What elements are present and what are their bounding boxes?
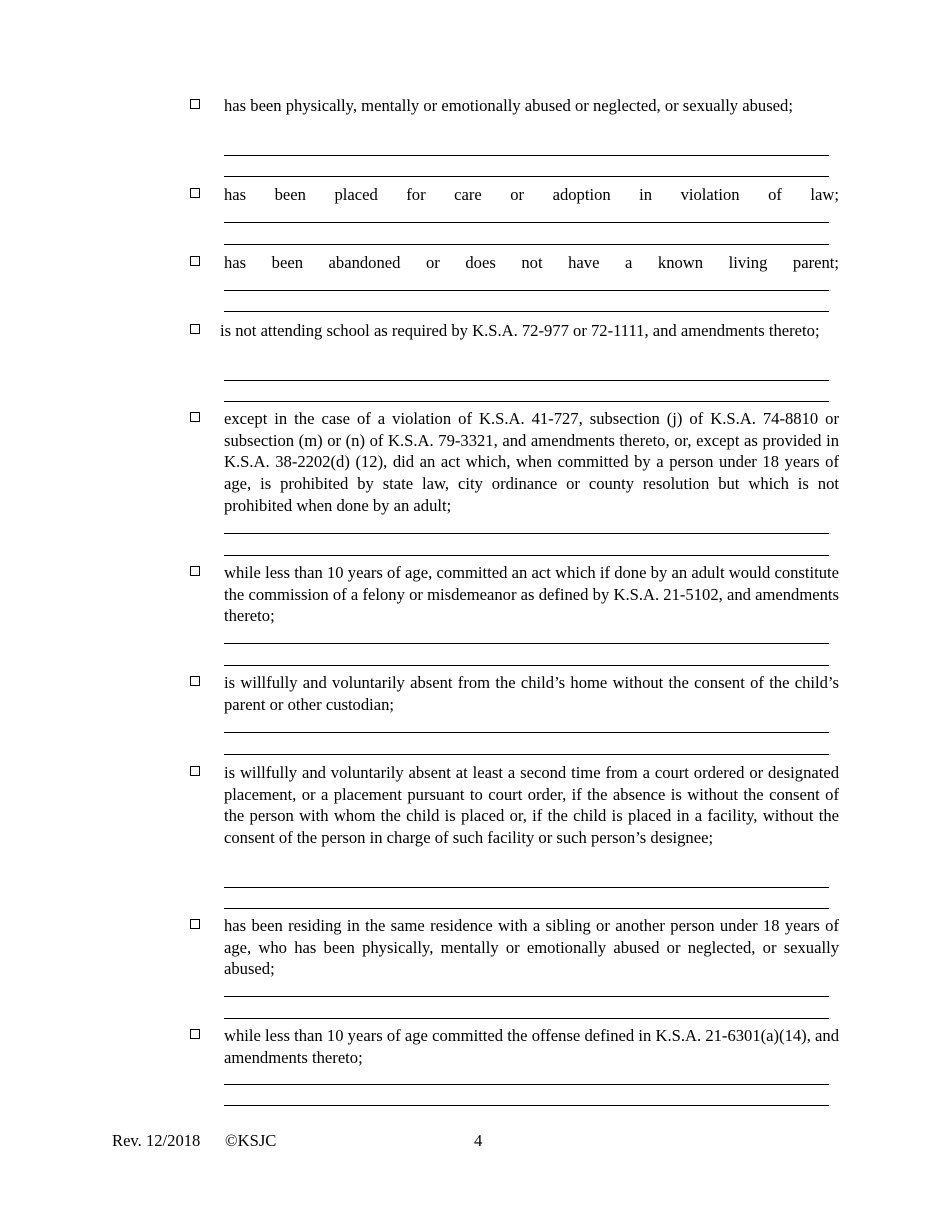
blank-line: [224, 290, 829, 291]
page-number: 4: [474, 1131, 483, 1150]
checkbox[interactable]: [190, 766, 200, 776]
checkbox[interactable]: [190, 919, 200, 929]
blank-line: [224, 533, 829, 534]
blank-line: [224, 1084, 829, 1085]
blank-line: [224, 1018, 829, 1019]
item-text: while less than 10 years of age, committed an act which if done by an adult would constitute the commission of a felony or misdemeanor as defined by K.S.A. 21-5102, and amendments thereto;: [224, 563, 839, 626]
checkbox[interactable]: [190, 188, 200, 198]
blank-line: [224, 222, 829, 223]
blank-line: [224, 754, 829, 755]
blank-line: [224, 887, 829, 888]
blank-line: [224, 155, 829, 156]
checkbox[interactable]: [190, 1029, 200, 1039]
copyright: ©KSJC: [225, 1131, 277, 1150]
item-text: has been physically, mentally or emotionally abused or neglected, or sexually abused;: [224, 96, 793, 115]
blank-line: [224, 996, 829, 997]
blank-line: [224, 1105, 829, 1106]
checkbox[interactable]: [190, 256, 200, 266]
checkbox[interactable]: [190, 676, 200, 686]
item-text: has been residing in the same residence with a sibling or another person under 18 years of age, who has been physically, mentally or emotionally abused or neglected, or sexually abused;: [224, 916, 839, 979]
item-text: has been placed for care or adoption in violation of law;: [224, 185, 839, 204]
blank-line: [224, 311, 829, 312]
item-text: is not attending school as required by K.S.A. 72-977 or 72-1111, and amendments thereto;: [220, 321, 820, 340]
checkbox[interactable]: [190, 324, 200, 334]
revision-date: Rev. 12/2018: [112, 1131, 201, 1150]
item-text: is willfully and voluntarily absent from the child’s home without the consent of the child’s parent or other custodian;: [224, 673, 839, 714]
blank-line: [224, 401, 829, 402]
blank-line: [224, 908, 829, 909]
checkbox[interactable]: [190, 412, 200, 422]
blank-line: [224, 665, 829, 666]
checkbox[interactable]: [190, 566, 200, 576]
blank-line: [224, 555, 829, 556]
item-text: has been abandoned or does not have a known living parent;: [224, 253, 839, 272]
blank-line: [224, 176, 829, 177]
item-text: except in the case of a violation of K.S.A. 41-727, subsection (j) of K.S.A. 74-8810 or subsection (m) or (n) of K.S.A. 79-3321, and amendments thereto, or, except as provided in K.S.A. 38-2202(d) (12), did an act which, when committed by a person under 18 years of age, is prohibited by state law, city ordinance or county resolution but which is not prohibited when done by an adult;: [224, 409, 839, 515]
blank-line: [224, 244, 829, 245]
blank-line: [224, 643, 829, 644]
item-text: while less than 10 years of age committed the offense defined in K.S.A. 21-6301(a)(14), and amendments thereto;: [224, 1026, 839, 1067]
blank-line: [224, 380, 829, 381]
item-text: is willfully and voluntarily absent at least a second time from a court ordered or designated placement, or a placement pursuant to court order, if the absence is without the consent of the person with whom the child is placed or, if the child is placed in a facility, without the consent of the person in charge of such facility or such person’s designee;: [224, 763, 839, 848]
blank-line: [224, 732, 829, 733]
checkbox[interactable]: [190, 99, 200, 109]
